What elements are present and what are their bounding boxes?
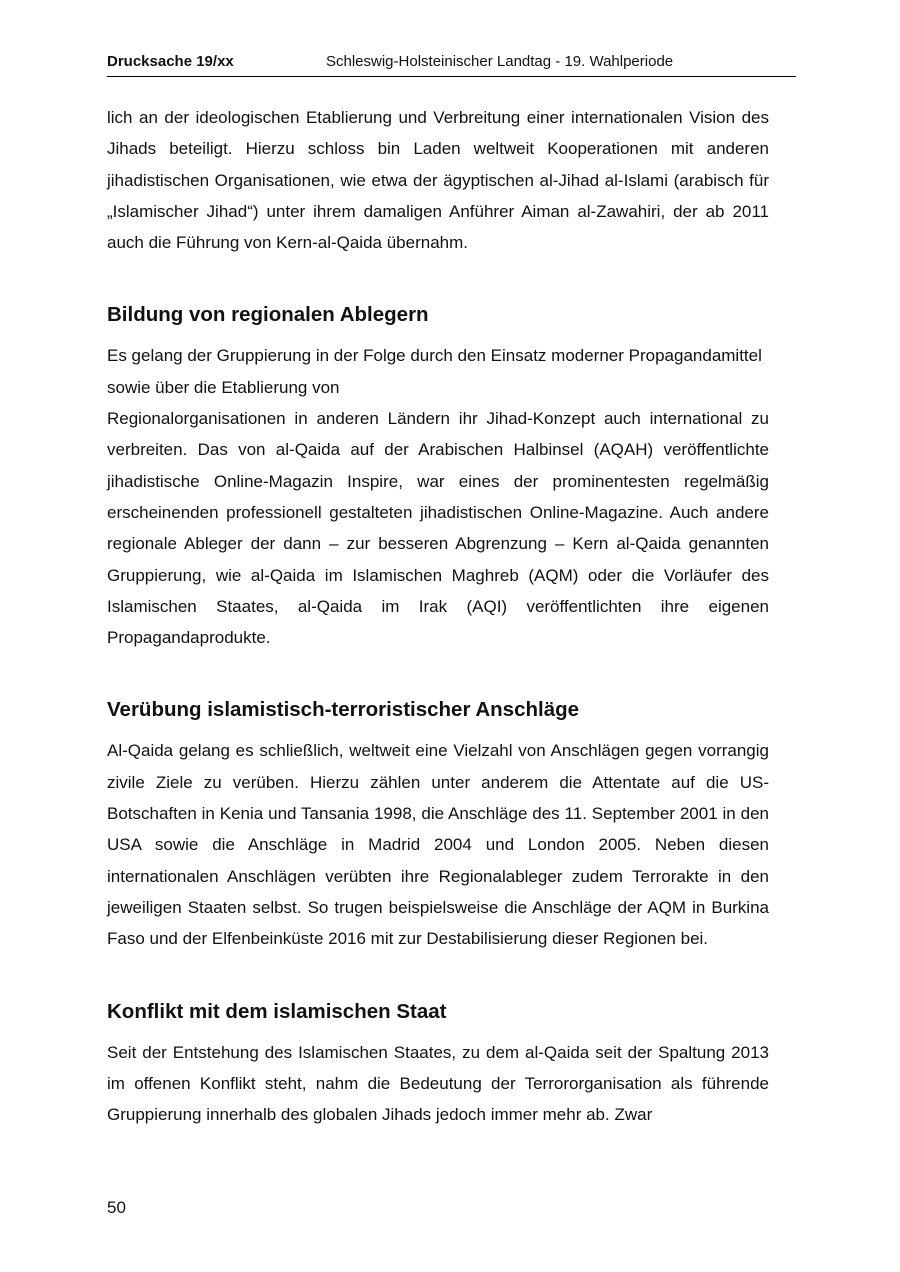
- section-paragraph-attacks: Al-Qaida gelang es schließlich, weltweit eine Vielzahl von Anschlägen gegen vorrangig zivile Ziele zu verüben. Hierzu zählen unter anderem die Attentate auf die US-Botschaften in Kenia und Tansania 1998, die Anschläge des 11. September 2001 in den USA sowie die Anschläge in Madrid 2004 und London 2005. Neben diesen internationalen Anschlägen verübten ihre Regionalableger zudem Terrorakte in den jeweiligen Staaten selbst. So trugen beispielsweise die Anschläge der AQM in Burkina Faso und der Elfenbeinküste 2016 mit zur Destabilisierung dieser Regionen bei.: [107, 741, 769, 949]
- section-paragraph-regional: Regionalorganisationen in anderen Ländern ihr Jihad-Konzept auch international zu verbreiten. Das von al-Qaida auf der Arabischen Halbinsel (AQAH) veröffentlichte jihadistische Online-Magazin Inspire, war eines der prominentesten regelmäßig erscheinenden professionell gestalteten jihadistischen Online-Magazine. Auch andere regionale Ableger der dann – zur besseren Abgrenzung – Kern al-Qaida genannten Gruppierung, wie al-Qaida im Islamischen Maghreb (AQM) oder die Vorläufer des Islamischen Staates, al-Qaida im Irak (AQI) veröffentlichten ihre eigenen Propagandaprodukte.: [107, 409, 769, 648]
- section-heading-regional: Bildung von regionalen Ablegern: [107, 303, 429, 327]
- body-text: [107, 102, 769, 1130]
- header-title: Schleswig-Holsteinischer Landtag - 19. Wahlperiode: [326, 53, 674, 70]
- intro-paragraph: lich an der ideologischen Etablierung und Verbreitung einer internationalen Vision des Jihads beteiligt. Hierzu schloss bin Laden weltweit Kooperationen mit anderen jihadistischen Organisationen, wie etwa der ägyptischen al-Jihad al-Islami (arabisch für „Islamischer Jihad“) unter ihrem damaligen Anführer Aiman al-Zawahiri, der ab 2011 auch die Führung von Kern-al-Qaida übernahm.: [107, 108, 769, 253]
- document-id: Drucksache 19/xx: [107, 53, 234, 70]
- section-heading-attacks: Verübung islamistisch-terroristischer Anschläge: [107, 698, 580, 722]
- page-header: [107, 52, 796, 77]
- section-heading-conflict: Konflikt mit dem islamischen Staat: [107, 999, 447, 1023]
- section-paragraph-conflict: Seit der Entstehung des Islamischen Staates, zu dem al-Qaida seit der Spaltung 2013 im offenen Konflikt steht, nahm die Bedeutung der Terrororganisation als führende Gruppierung innerhalb des globalen Jihads jedoch immer mehr ab. Zwar: [107, 1042, 769, 1125]
- section-paragraph-regional-lead: Es gelang der Gruppierung in der Folge durch den Einsatz moderner Propagandamittel sowie über die Etablierung von: [107, 346, 762, 397]
- page-number: 50: [107, 1198, 126, 1217]
